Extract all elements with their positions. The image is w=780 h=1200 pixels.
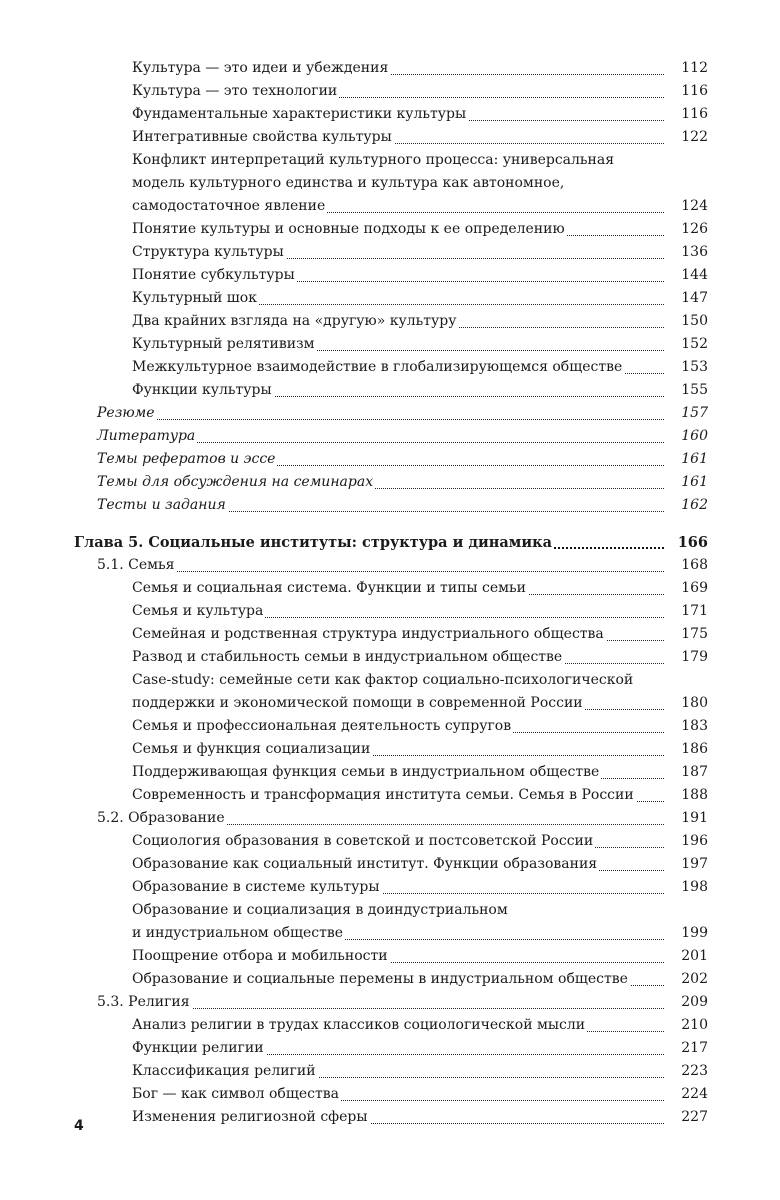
toc-page-number: 198	[668, 876, 708, 899]
toc-entry-title: Культурный шок	[132, 290, 257, 306]
toc-entry-title: Семейная и родственная структура индустриального общества	[132, 626, 604, 642]
toc-entry-title: 5.1. Семья	[97, 557, 175, 573]
toc-page-number: 136	[668, 241, 708, 264]
toc-line	[74, 531, 708, 554]
toc-line	[132, 1106, 708, 1129]
toc-entry-title: Образование в системе культуры	[132, 879, 380, 895]
toc-page-number: 202	[668, 968, 708, 991]
toc-page-number: 186	[668, 738, 708, 761]
toc-line	[97, 494, 708, 517]
toc-line	[132, 241, 708, 264]
toc-page-number: 179	[668, 646, 708, 669]
toc-page-number: 175	[668, 623, 708, 646]
toc-subsection	[132, 830, 708, 853]
toc-line	[97, 425, 708, 448]
toc-page-number: 188	[668, 784, 708, 807]
toc-page-number: 116	[668, 80, 708, 103]
toc-line	[97, 471, 708, 494]
toc-line	[132, 149, 708, 172]
toc-entry-title: Темы для обсуждения на семинарах	[97, 474, 374, 490]
toc-subsection	[132, 899, 708, 945]
toc-page-number: 147	[668, 287, 708, 310]
toc-page-number: 116	[668, 103, 708, 126]
toc-entry-title: Бог — как символ общества	[132, 1086, 339, 1102]
toc-subsection	[132, 1060, 708, 1083]
toc-page-number: 199	[668, 922, 708, 945]
toc-entry-title: Case-study: семейные сети как фактор социально-психологической	[132, 672, 634, 688]
toc-entry-title: Развод и стабильность семьи в индустриальном обществе	[132, 649, 563, 665]
toc-subsection	[132, 784, 708, 807]
toc-line	[132, 600, 708, 623]
toc-subsection	[132, 218, 708, 241]
toc-subsection	[132, 333, 708, 356]
toc-line	[132, 287, 708, 310]
toc-page-number: 210	[668, 1014, 708, 1037]
toc-entry-title: Культура — это технологии	[132, 83, 338, 99]
toc-page-number: 183	[668, 715, 708, 738]
toc-section	[97, 554, 708, 577]
toc-line	[132, 692, 708, 715]
toc-line	[97, 991, 708, 1014]
toc-entry-title: Межкультурное взаимодействие в глобализирующемся обществе	[132, 359, 623, 375]
toc-line	[132, 1083, 708, 1106]
toc-subsection	[132, 600, 708, 623]
toc-page-number: 169	[668, 577, 708, 600]
toc-page-number: 187	[668, 761, 708, 784]
toc-entry-title: Классификация религий	[132, 1063, 316, 1079]
toc-entry-title: Поощрение отбора и мобильности	[132, 948, 388, 964]
toc-line	[132, 126, 708, 149]
toc-line	[132, 80, 708, 103]
toc-entry-title: Культурный релятивизм	[132, 336, 315, 352]
toc-line	[132, 310, 708, 333]
toc-section	[97, 991, 708, 1014]
toc-line	[132, 172, 708, 195]
toc-page-number: 144	[668, 264, 708, 287]
toc-line	[132, 830, 708, 853]
toc-chapter	[74, 531, 708, 554]
toc-subsection	[132, 646, 708, 669]
toc-subsection	[132, 577, 708, 600]
toc-entry-title: 5.2. Образование	[97, 810, 225, 826]
toc-line	[132, 738, 708, 761]
toc-line	[97, 807, 708, 830]
toc-entry-title: Функции культуры	[132, 382, 272, 398]
toc-entry-title: Функции религии	[132, 1040, 264, 1056]
toc-page-number: 227	[668, 1106, 708, 1129]
dot-leader	[97, 571, 664, 572]
toc-entry-title: Семья и культура	[132, 603, 264, 619]
toc-page-number: 152	[668, 333, 708, 356]
toc-entry-title: Литература	[97, 428, 196, 444]
toc-entry-title: Конфликт интерпретаций культурного процесса: универсальная	[132, 152, 615, 168]
toc-entry-title: 5.3. Религия	[97, 994, 190, 1010]
toc-subsection	[132, 1106, 708, 1129]
toc-page-number: 217	[668, 1037, 708, 1060]
toc-page-number: 180	[668, 692, 708, 715]
toc-line	[132, 379, 708, 402]
toc-page-number: 153	[668, 356, 708, 379]
toc-entry-title: Резюме	[97, 405, 155, 421]
toc-subsection	[132, 669, 708, 715]
toc-subsection	[132, 379, 708, 402]
toc-line	[132, 57, 708, 80]
toc-subsection	[132, 968, 708, 991]
toc-subsection	[132, 623, 708, 646]
page-number: 4	[74, 1118, 84, 1134]
toc-line	[132, 103, 708, 126]
toc-entry-title: Темы рефератов и эссе	[97, 451, 276, 467]
toc-line	[132, 577, 708, 600]
toc-page-number: 150	[668, 310, 708, 333]
toc-subsection	[132, 1014, 708, 1037]
toc-entry-title: Глава 5. Социальные институты: структура и динамика	[74, 534, 553, 551]
toc-subsection	[132, 853, 708, 876]
toc-line	[132, 968, 708, 991]
toc-line	[132, 945, 708, 968]
toc-page-number: 124	[668, 195, 708, 218]
toc-line	[132, 899, 708, 922]
toc-subsection	[132, 356, 708, 379]
toc-entry-title: поддержки и экономической помощи в современной России	[132, 695, 583, 711]
toc-page-number: 162	[668, 494, 708, 517]
toc-page-number: 196	[668, 830, 708, 853]
toc-subsection	[132, 57, 708, 80]
toc-page-number: 191	[668, 807, 708, 830]
toc-page-number: 209	[668, 991, 708, 1014]
toc-page-number: 168	[668, 554, 708, 577]
toc-subsection	[132, 149, 708, 218]
toc-entry-title: Изменения религиозной сферы	[132, 1109, 368, 1125]
toc-entry-title: Семья и социальная система. Функции и типы семьи	[132, 580, 526, 596]
toc-page-number: 171	[668, 600, 708, 623]
toc-page-number: 122	[668, 126, 708, 149]
toc-line	[132, 356, 708, 379]
toc-page-number: 224	[668, 1083, 708, 1106]
toc-subsection	[132, 103, 708, 126]
toc-line	[97, 402, 708, 425]
toc-subsection	[132, 310, 708, 333]
toc-entry-title: Интегративные свойства культуры	[132, 129, 392, 145]
toc-entry-title: Поддерживающая функция семьи в индустриальном обществе	[132, 764, 600, 780]
toc-entry-title: самодостаточное явление	[132, 198, 326, 214]
toc-page-number: 161	[668, 471, 708, 494]
toc-apparatus-item	[97, 494, 708, 517]
toc-entry-title: Понятие культуры и основные подходы к ее определению	[132, 221, 565, 237]
toc-page-number: 155	[668, 379, 708, 402]
toc-line	[97, 448, 708, 471]
toc-line	[132, 1037, 708, 1060]
toc-line	[132, 876, 708, 899]
toc-page-number: 161	[668, 448, 708, 471]
toc-apparatus-item	[97, 402, 708, 425]
toc-entry-title: Структура культуры	[132, 244, 284, 260]
toc-apparatus-item	[97, 471, 708, 494]
toc-subsection	[132, 80, 708, 103]
toc-subsection	[132, 241, 708, 264]
toc-entry-title: Социология образования в советской и постсоветской России	[132, 833, 594, 849]
toc-subsection	[132, 715, 708, 738]
toc-entry-title: Семья и функция социализации	[132, 741, 371, 757]
toc-line	[132, 761, 708, 784]
toc-line	[97, 554, 708, 577]
toc-entry-title: Фундаментальные характеристики культуры	[132, 106, 467, 122]
toc-subsection	[132, 1083, 708, 1106]
toc-subsection	[132, 126, 708, 149]
toc-apparatus-item	[97, 425, 708, 448]
toc-subsection	[132, 761, 708, 784]
toc-entry-title: Образование и социальные перемены в индустриальном обществе	[132, 971, 628, 987]
toc-line	[132, 853, 708, 876]
toc-line	[132, 218, 708, 241]
toc-line	[132, 333, 708, 356]
toc-line	[132, 669, 708, 692]
toc-subsection	[132, 1037, 708, 1060]
toc-entry-title: и индустриальном обществе	[132, 925, 344, 941]
toc-subsection	[132, 876, 708, 899]
toc-line	[132, 784, 708, 807]
toc-line	[132, 922, 708, 945]
toc-subsection	[132, 738, 708, 761]
toc-subsection	[132, 287, 708, 310]
toc-page-number: 126	[668, 218, 708, 241]
toc-entry-title: модель культурного единства и культура как автономное,	[132, 175, 565, 191]
toc-line	[132, 264, 708, 287]
toc-entry-title: Образование и социализация в доиндустриальном	[132, 902, 508, 918]
toc-entry-title: Культура — это идеи и убеждения	[132, 60, 389, 76]
toc-line	[132, 1060, 708, 1083]
toc-entry-title: Понятие субкультуры	[132, 267, 295, 283]
toc-subsection	[132, 945, 708, 968]
dot-leader	[97, 419, 664, 420]
toc-entry-title: Тесты и задания	[97, 497, 226, 513]
toc-page-number: 197	[668, 853, 708, 876]
toc-line	[132, 195, 708, 218]
toc-line	[132, 715, 708, 738]
toc-page-number: 166	[668, 531, 708, 554]
toc-line	[132, 646, 708, 669]
toc-entry-title: Образование как социальный институт. Функции образования	[132, 856, 598, 872]
toc-line	[132, 1014, 708, 1037]
toc-page-number: 112	[668, 57, 708, 80]
toc-entry-title: Современность и трансформация института семьи. Семья в России	[132, 787, 634, 803]
toc-page-number: 223	[668, 1060, 708, 1083]
toc-page-number: 201	[668, 945, 708, 968]
toc-line	[132, 623, 708, 646]
toc-apparatus-item	[97, 448, 708, 471]
toc-page-number: 157	[668, 402, 708, 425]
toc-entry-title: Два крайних взгляда на «другую» культуру	[132, 313, 457, 329]
toc-page-number: 160	[668, 425, 708, 448]
toc-section	[97, 807, 708, 830]
toc-subsection	[132, 264, 708, 287]
toc-entry-title: Семья и профессиональная деятельность супругов	[132, 718, 512, 734]
toc-entry-title: Анализ религии в трудах классиков социологической мысли	[132, 1017, 586, 1033]
